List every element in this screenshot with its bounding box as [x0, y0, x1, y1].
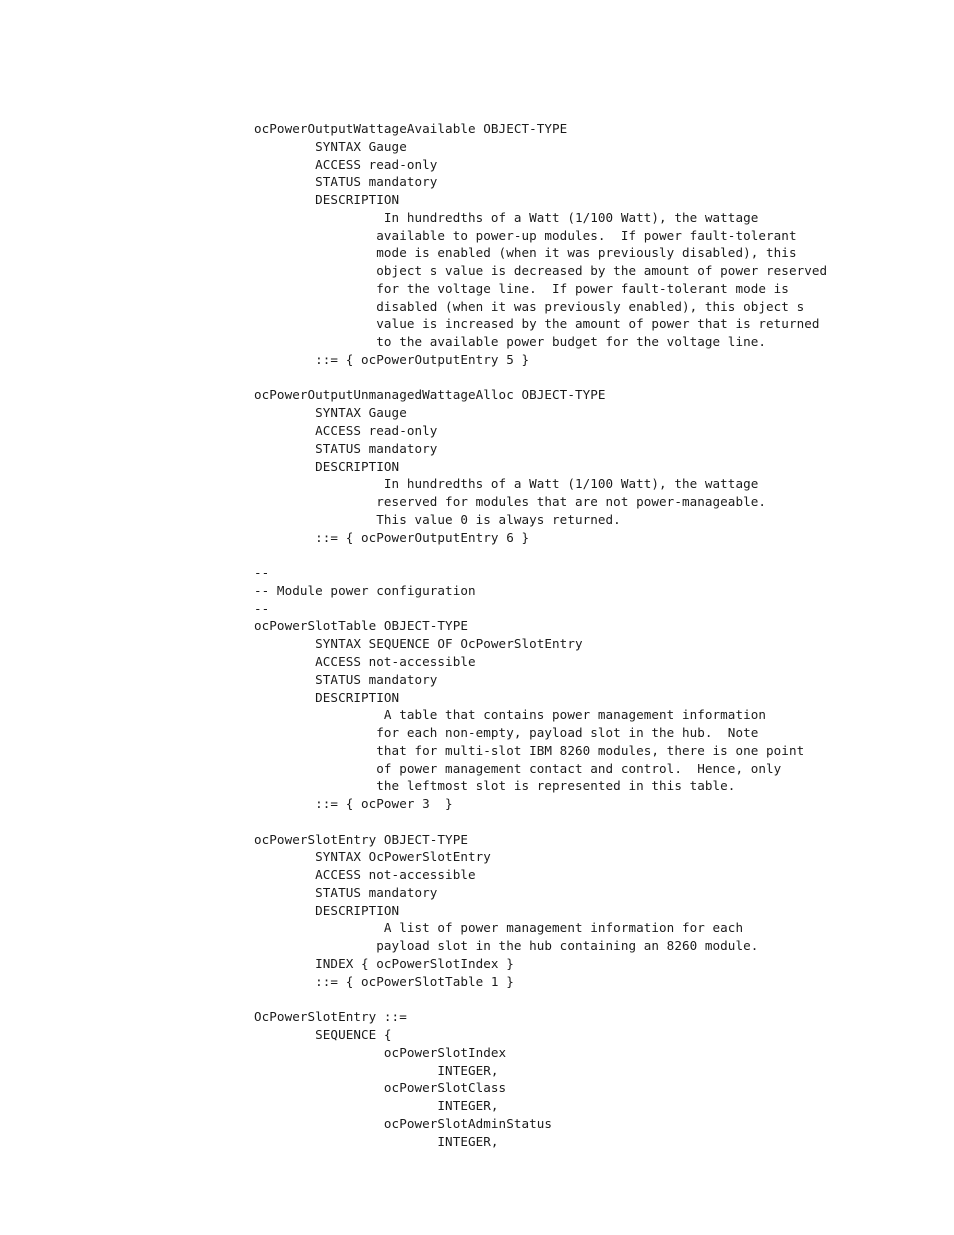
code-line: ::= { ocPowerOutputEntry 6 } — [254, 529, 530, 545]
code-line: A table that contains power management information — [254, 707, 767, 723]
code-line: This value 0 is always returned. — [254, 511, 621, 527]
code-line: mode is enabled (when it was previously disabled), this — [254, 245, 797, 261]
code-line: of power management contact and control. Hence, only — [254, 760, 782, 776]
blank-line — [254, 991, 827, 1009]
code-line: OcPowerSlotEntry ::= — [254, 1009, 407, 1025]
comment-line: -- — [254, 565, 270, 581]
code-line: SYNTAX OcPowerSlotEntry — [254, 849, 491, 865]
code-line: In hundredths of a Watt (1/100 Watt), the wattage — [254, 209, 759, 225]
code-line: DESCRIPTION — [254, 689, 400, 705]
code-line: value is increased by the amount of power that is returned — [254, 316, 820, 332]
comment-line: -- Module power configuration — [254, 582, 476, 598]
blank-line — [254, 369, 827, 387]
code-line: to the available power budget for the voltage line. — [254, 334, 767, 350]
code-line: ocPowerSlotAdminStatus — [254, 1115, 553, 1131]
code-line: STATUS mandatory — [254, 440, 438, 456]
code-line: ocPowerSlotIndex — [254, 1044, 507, 1060]
code-line: payload slot in the hub containing an 8260 module. — [254, 938, 759, 954]
code-line: ACCESS read-only — [254, 156, 438, 172]
code-line: ACCESS not-accessible — [254, 867, 476, 883]
code-line: STATUS mandatory — [254, 671, 438, 687]
code-line: SYNTAX Gauge — [254, 405, 407, 421]
blank-line — [254, 813, 827, 831]
code-line: INTEGER, — [254, 1062, 499, 1078]
code-line: INDEX { ocPowerSlotIndex } — [254, 955, 514, 971]
code-line: In hundredths of a Watt (1/100 Watt), the wattage — [254, 476, 759, 492]
code-line: ocPowerSlotClass — [254, 1080, 507, 1096]
code-line: ::= { ocPowerSlotTable 1 } — [254, 973, 514, 989]
code-line: A list of power management information for each — [254, 920, 744, 936]
comment-line: -- — [254, 600, 270, 616]
code-line: DESCRIPTION — [254, 458, 400, 474]
code-line: the leftmost slot is represented in this table. — [254, 778, 736, 794]
code-line: disabled (when it was previously enabled), this object s — [254, 298, 805, 314]
code-line: object s value is decreased by the amount of power reserved — [254, 263, 828, 279]
code-line: DESCRIPTION — [254, 192, 400, 208]
code-line: INTEGER, — [254, 1133, 499, 1149]
code-line: ::= { ocPower 3 } — [254, 796, 453, 812]
code-line: ACCESS read-only — [254, 423, 438, 439]
code-line: DESCRIPTION — [254, 902, 400, 918]
code-line: for the voltage line. If power fault-tolerant mode is — [254, 280, 789, 296]
code-line: reserved for modules that are not power-manageable. — [254, 494, 767, 510]
code-line: ::= { ocPowerOutputEntry 5 } — [254, 351, 530, 367]
code-line: ocPowerOutputUnmanagedWattageAlloc OBJECT-TYPE — [254, 387, 606, 403]
code-line: available to power-up modules. If power fault-tolerant — [254, 227, 797, 243]
code-line: for each non-empty, payload slot in the hub. Note — [254, 725, 759, 741]
mib-definition-listing — [254, 120, 827, 1150]
code-line: ocPowerSlotEntry OBJECT-TYPE — [254, 831, 468, 847]
code-line: SYNTAX Gauge — [254, 138, 407, 154]
code-line: ACCESS not-accessible — [254, 653, 476, 669]
blank-line — [254, 546, 827, 564]
code-line: STATUS mandatory — [254, 174, 438, 190]
code-line: ocPowerSlotTable OBJECT-TYPE — [254, 618, 468, 634]
code-line: that for multi-slot IBM 8260 modules, there is one point — [254, 742, 805, 758]
code-line: SEQUENCE { — [254, 1027, 392, 1043]
code-line: SYNTAX SEQUENCE OF OcPowerSlotEntry — [254, 636, 583, 652]
code-line: STATUS mandatory — [254, 884, 438, 900]
code-line: ocPowerOutputWattageAvailable OBJECT-TYPE — [254, 121, 568, 136]
code-line: INTEGER, — [254, 1098, 499, 1114]
